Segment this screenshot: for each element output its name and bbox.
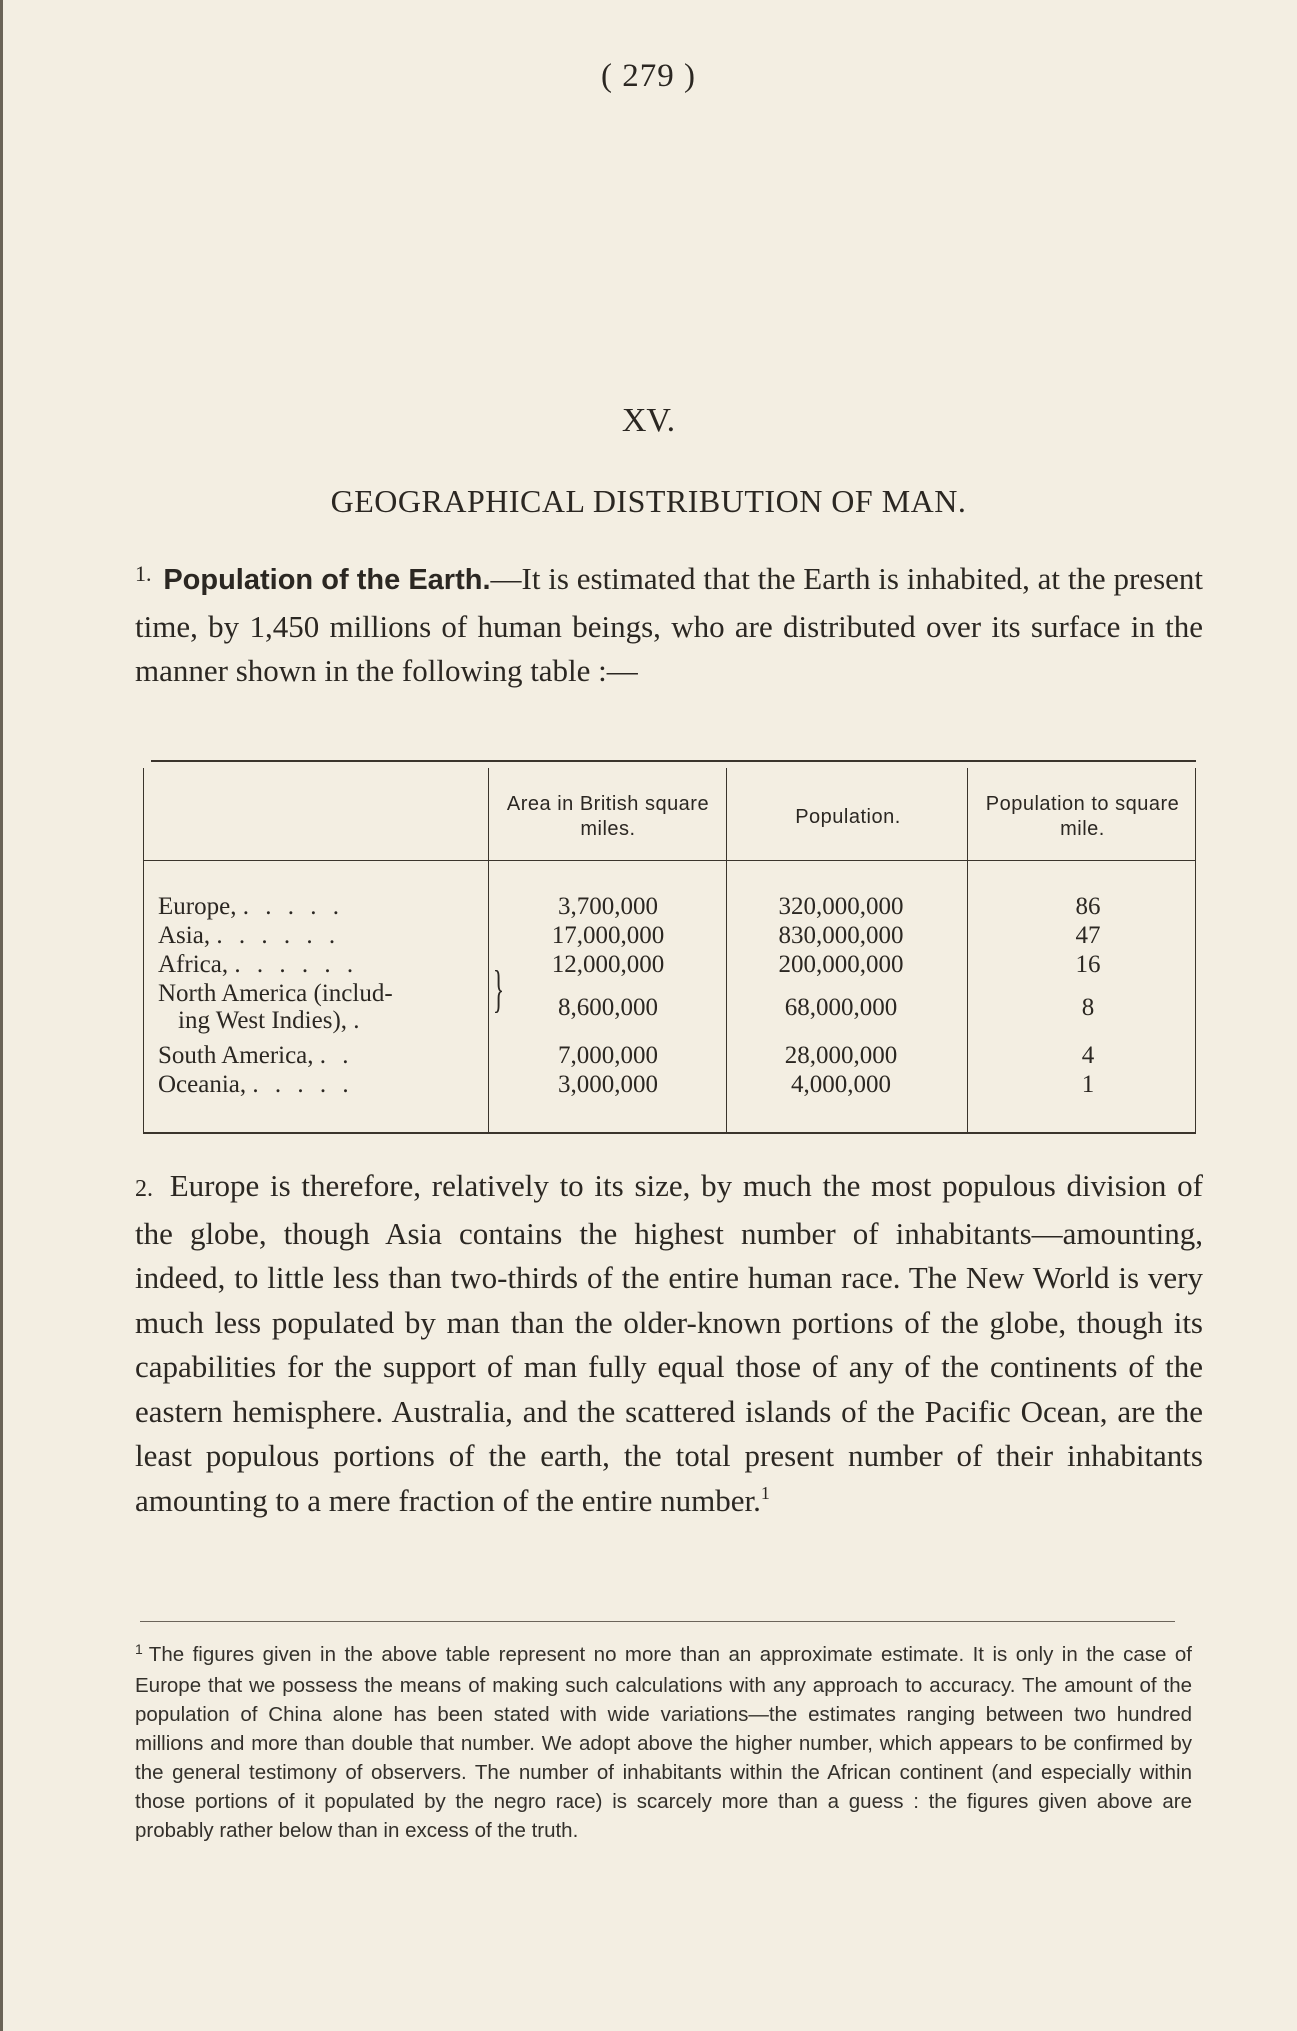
paragraph-number: 1. xyxy=(135,561,152,586)
footnote-mark: 1 xyxy=(135,1641,143,1657)
paragraph-number: 2. xyxy=(135,1176,153,1202)
brace-glyph: } xyxy=(492,961,505,1018)
row-label: Asia, . . . . . . xyxy=(158,922,341,949)
row-label: South America, . . xyxy=(158,1042,354,1069)
density-cell: 47 xyxy=(1075,922,1101,949)
density-cell: 8 xyxy=(1081,994,1095,1021)
paragraph-text: —It is estimated that the Earth is inhabited, at the present time, by 1,450 millions of human beings, who are distributed over its surface in the manner shown in the following table :— xyxy=(135,561,1204,688)
population-cell: 200,000,000 xyxy=(778,951,904,978)
density-cell: 4 xyxy=(1081,1042,1095,1069)
footnote xyxy=(135,1640,1192,1845)
population-cell: 28,000,000 xyxy=(784,1042,898,1069)
paragraph-2 xyxy=(135,1164,1203,1527)
header-rule xyxy=(143,860,488,861)
row-label: Oceania, . . . . . xyxy=(158,1071,354,1098)
footnote-text: The figures given in the above table represent no more than an approximate estimate. It is only in the case of Europe that we possess the means of making such calculations with any approach to accuracy. The amount of the population of China alone has been stated with wide variations—the estimates ranging between two hundred millions and more than double that number. We adopt above the higher number, which appears to be confirmed by the general testimony of observers. The number of inhabitants within the African continent (and especially within those portions of it populated by the negro race) is scarcely more than a guess : the figures given above are probably rather below than in excess of the truth. xyxy=(135,1643,1192,1842)
paragraph-text: Europe is therefore, relatively to its size, by much the most populous division of the globe, though Asia contains the highest number of inhabitants—amounting, indeed, to little less than two-thirds of the entire human race. The New World is very much less populated by man than the older-known portions of the globe, though its capabilities for the support of man fully equal those of any of the continents of the eastern hemisphere. Australia, and the scattered islands of the Pacific Ocean, are the least populous portions of the earth, the total present number of their inhabitants amounting to a mere fraction of the entire number. xyxy=(135,1168,1203,1518)
table-row xyxy=(143,1042,1196,1071)
table-row xyxy=(143,1071,1196,1100)
area-cell: 3,700,000 xyxy=(558,893,658,920)
section-heading: Population of the Earth. xyxy=(163,564,491,596)
area-cell: 12,000,000 xyxy=(551,951,665,978)
footnote-rule xyxy=(140,1621,1175,1622)
page-edge xyxy=(0,0,3,2031)
area-cell: 17,000,000 xyxy=(551,922,665,949)
chapter-title: GEOGRAPHICAL DISTRIBUTION OF MAN. xyxy=(330,483,967,519)
population-cell: 320,000,000 xyxy=(778,893,904,920)
header-area: Area in British square miles. xyxy=(506,793,710,840)
population-cell: 830,000,000 xyxy=(778,922,904,949)
population-cell: 4,000,000 xyxy=(791,1071,891,1098)
table-bottom-rule xyxy=(143,1132,1196,1134)
row-label-continued: ing West Indies), . xyxy=(178,1007,365,1034)
footnote-reference: 1 xyxy=(760,1482,770,1503)
header-density: Population to square mile. xyxy=(985,793,1180,840)
table-row xyxy=(143,922,1196,951)
area-cell: 8,600,000 xyxy=(558,994,658,1021)
chapter-number: XV. xyxy=(621,402,676,439)
page-number: ( 279 ) xyxy=(601,58,696,94)
population-table xyxy=(143,760,1196,1135)
density-cell: 86 xyxy=(1075,893,1101,920)
row-label: Europe, . . . . . xyxy=(158,893,344,920)
area-cell: 7,000,000 xyxy=(558,1042,658,1069)
table-row xyxy=(143,893,1196,922)
table-top-rule xyxy=(151,760,1196,762)
row-label: North America (includ- xyxy=(158,980,393,1007)
table-row xyxy=(143,951,1196,980)
density-cell: 16 xyxy=(1075,951,1101,978)
header-rule xyxy=(488,860,1196,861)
population-cell: 68,000,000 xyxy=(784,994,898,1021)
density-cell: 1 xyxy=(1081,1071,1095,1098)
header-population: Population. xyxy=(795,805,901,828)
row-label: Africa, . . . . . . xyxy=(158,951,359,978)
paragraph-1 xyxy=(135,557,1203,694)
area-cell: 3,000,000 xyxy=(558,1071,658,1098)
